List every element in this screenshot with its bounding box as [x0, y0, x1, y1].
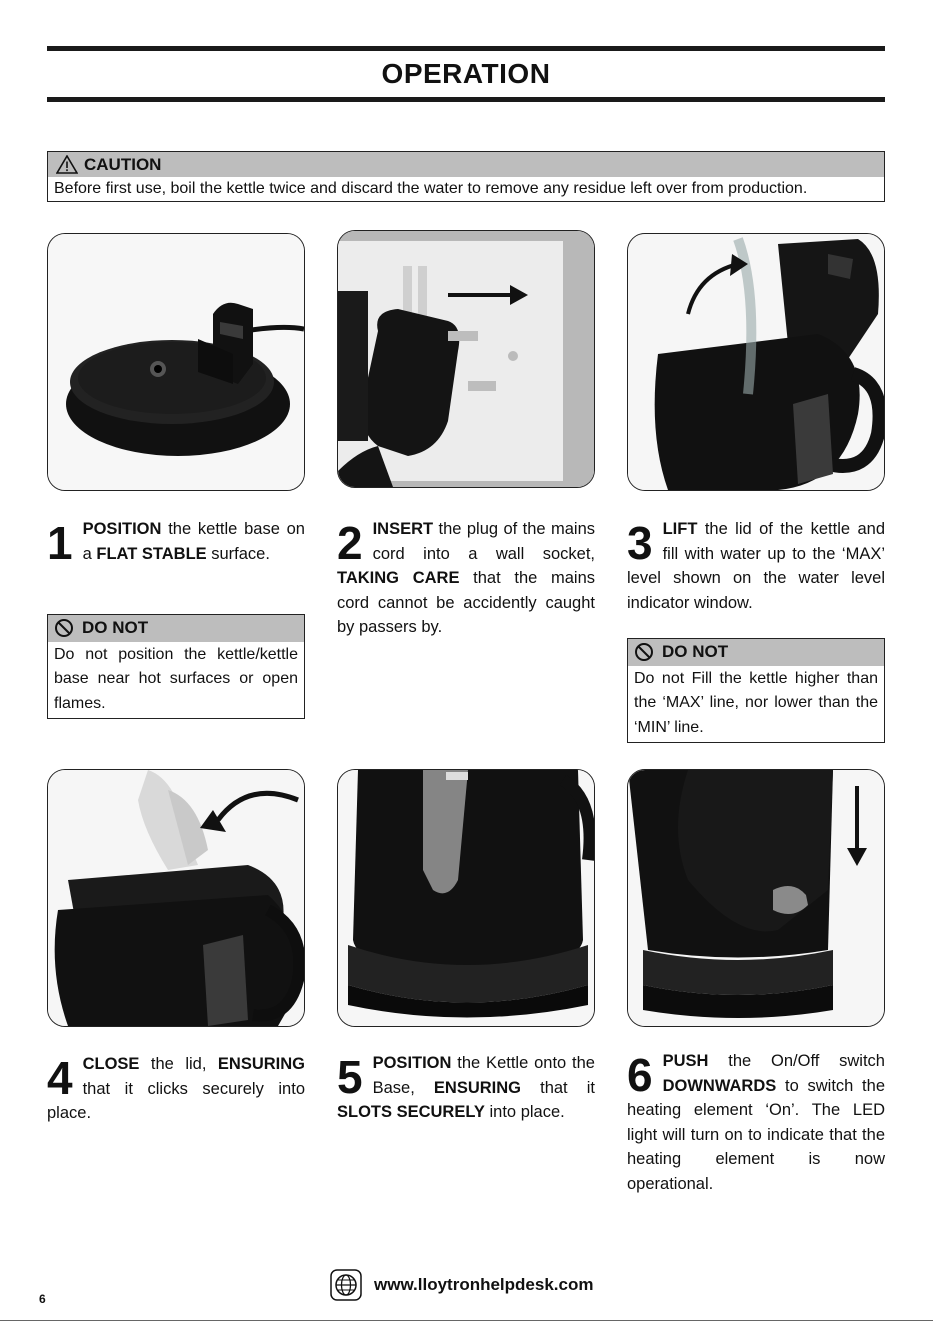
donot-heading: DO NOT [662, 642, 729, 661]
photo-close-lid [47, 769, 305, 1027]
step-text-bold: POSITION [372, 1054, 452, 1072]
step-3 [627, 517, 885, 615]
step-number: 2 [337, 517, 363, 569]
step-2 [337, 517, 595, 640]
step-text-run: the Kettle onto the Base, [372, 1054, 595, 1097]
step-text-run: that the mains cord cannot be accidently caught by passers by. [337, 569, 595, 636]
page-title: OPERATION [381, 58, 551, 89]
step-text-run: into place. [484, 1103, 565, 1121]
donot-box-2 [627, 638, 885, 743]
step-text-run: surface. [206, 544, 270, 563]
globe-icon [330, 1269, 362, 1301]
step-text-bold: LIFT [662, 520, 698, 538]
step-number: 5 [337, 1051, 363, 1103]
step-text-bold: FLAT STABLE [96, 544, 207, 563]
step-number: 6 [627, 1049, 653, 1101]
page-number: 6 [39, 1292, 46, 1306]
step-text-bold: ENSURING [217, 1055, 305, 1073]
step-text-bold: TAKING CARE [337, 569, 460, 587]
title-underline [47, 97, 885, 102]
step-text [337, 517, 595, 636]
prohibited-icon [634, 642, 654, 662]
donot-box-1 [47, 614, 305, 719]
step-text-bold: ENSURING [433, 1078, 521, 1097]
photo-kettle-on-base [337, 769, 595, 1027]
step-text-bold: DOWNWARDS [662, 1076, 777, 1095]
step-6 [627, 1049, 885, 1196]
step-text-bold: PUSH [662, 1052, 709, 1070]
footer [330, 1269, 593, 1301]
step-text-run: the lid, [139, 1055, 218, 1073]
bottom-border [0, 1320, 933, 1321]
caution-text: Before first use, boil the kettle twice and discard the water to remove any residue left over from production. [54, 180, 808, 197]
step-text [627, 1049, 885, 1193]
step-text [83, 520, 305, 563]
step-text [337, 1051, 595, 1121]
step-4 [47, 1052, 305, 1126]
photo-plug-socket [337, 230, 595, 488]
step-5 [337, 1051, 595, 1125]
step-text-run: that it [521, 1078, 595, 1097]
step-text-bold: INSERT [372, 520, 434, 538]
step-text-run: the On/Off switch [708, 1052, 885, 1070]
top-rule [47, 46, 885, 51]
step-text-bold: CLOSE [82, 1055, 140, 1073]
step-number: 4 [47, 1052, 73, 1104]
step-number: 1 [47, 517, 73, 569]
donot-heading: DO NOT [82, 618, 149, 637]
step-text-run: that it clicks securely into place. [47, 1079, 305, 1122]
donot-text: Do not Fill the kettle higher than the ‘MAX’ line, nor lower than the ‘MIN’ line. [634, 669, 878, 736]
step-text-run: the kettle base on a [82, 520, 305, 563]
step-1 [47, 517, 305, 569]
step-number: 3 [627, 517, 653, 569]
caution-box [47, 151, 885, 202]
step-text [47, 1052, 305, 1122]
website-link[interactable]: www.lloytronhelpdesk.com [374, 1275, 594, 1294]
photo-push-switch [627, 769, 885, 1027]
warning-triangle-icon [56, 155, 78, 174]
prohibited-icon [54, 618, 74, 638]
photo-kettle-base [47, 233, 305, 491]
step-text-bold: POSITION [82, 520, 162, 538]
step-text-bold: SLOTS SECURELY [337, 1103, 485, 1121]
step-text [627, 517, 885, 612]
donot-text: Do not position the kettle/kettle base near hot surfaces or open flames. [54, 645, 298, 712]
step-text-run: to switch the heating element ‘On’. The LED light will turn on to indicate that the heating element is now operational. [627, 1076, 885, 1193]
step-text-run: the lid of the kettle and fill with water up to the ‘MAX’ level shown on the water level indicator window. [627, 520, 885, 612]
caution-heading: CAUTION [84, 154, 162, 174]
photo-fill-kettle [627, 233, 885, 491]
step-text-run: the plug of the mains cord into a wall socket, [372, 520, 595, 563]
